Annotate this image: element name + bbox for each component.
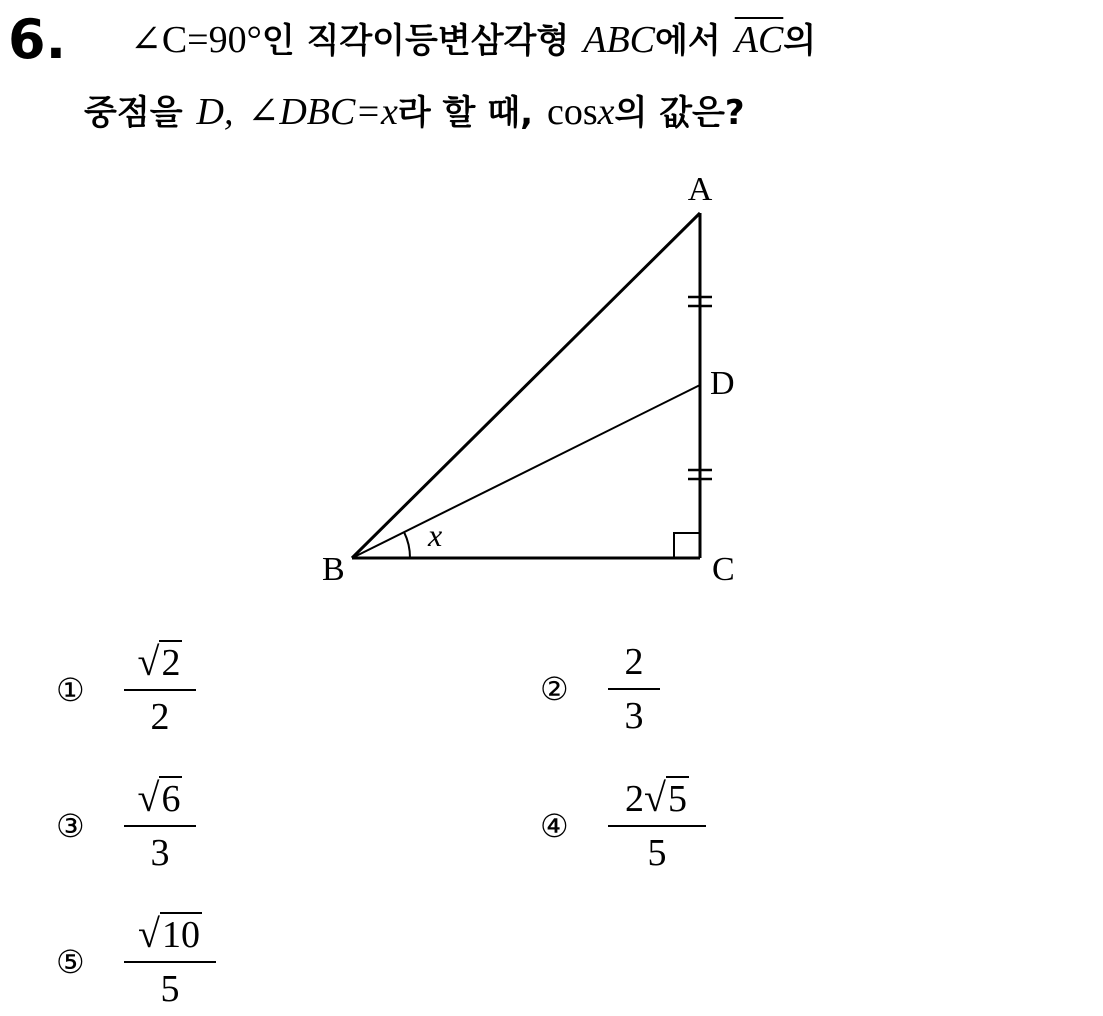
choice-3-radicand: 6	[161, 778, 181, 820]
segment-ab	[352, 213, 700, 558]
label-a: A	[687, 171, 713, 208]
choice-2[interactable]	[540, 640, 660, 738]
question-text-2a: 중점을	[84, 93, 183, 133]
choice-4-radicand: 5	[667, 778, 687, 820]
choice-4-fraction: $\frac{2√5}{5}$	[608, 776, 706, 875]
label-c: C	[712, 551, 735, 588]
question-text-1a: 인 직각이등변삼각형	[261, 21, 570, 61]
cos-argument: x	[597, 91, 615, 133]
choice-4-denominator: 5	[608, 825, 706, 875]
cos-function: cos	[546, 91, 598, 133]
choice-2-marker: ②	[540, 670, 569, 708]
label-x: x	[428, 517, 443, 553]
triangle-figure	[300, 168, 780, 598]
triangle-abc: ABC	[583, 19, 656, 61]
choice-5-radicand: 10	[161, 914, 200, 956]
choice-3[interactable]	[56, 776, 196, 875]
question-line-2	[84, 82, 745, 143]
choice-5-marker: ⑤	[56, 942, 85, 981]
choice-2-fraction	[608, 640, 660, 738]
choice-5[interactable]	[56, 912, 216, 1011]
choice-2-denominator: 3	[608, 688, 660, 738]
label-b: B	[322, 551, 345, 588]
angle-arc-x	[404, 532, 410, 558]
question-text-1b: 에서	[655, 21, 721, 61]
label-d: D	[710, 365, 735, 402]
choice-1-marker: ①	[56, 670, 85, 709]
choice-2-numerator: 2	[624, 641, 644, 683]
choice-3-denominator: 3	[124, 825, 196, 875]
question-text-2c: 의 값은?	[614, 93, 745, 133]
choice-4[interactable]	[540, 776, 706, 875]
angle-dbc-expression: ∠DBC=x	[247, 91, 398, 133]
question-text-2b: 라 할 때,	[397, 93, 533, 133]
question-number: 6.	[8, 8, 67, 71]
choice-1-fraction: $\frac{√2}{2}$	[124, 640, 196, 739]
question-text-1c: 의	[783, 21, 817, 61]
segment-ac: $\overline{AC}$	[734, 19, 784, 61]
choice-4-coefficient: 2	[625, 778, 645, 820]
angle-c-expression: ∠C=90°	[130, 19, 262, 61]
choice-3-marker: ③	[56, 806, 85, 845]
choice-4-marker: ④	[540, 806, 569, 845]
question-line-1	[130, 10, 816, 71]
choice-5-fraction: $\frac{√10}{5}$	[124, 912, 216, 1011]
point-d: D,	[196, 91, 234, 133]
right-angle-mark	[674, 533, 700, 558]
choice-3-fraction: $\frac{√6}{3}$	[124, 776, 196, 875]
choice-1-denominator: 2	[124, 689, 196, 739]
choice-1[interactable]	[56, 640, 196, 739]
choice-1-radicand: 2	[161, 642, 181, 684]
choice-5-denominator: 5	[124, 961, 216, 1011]
